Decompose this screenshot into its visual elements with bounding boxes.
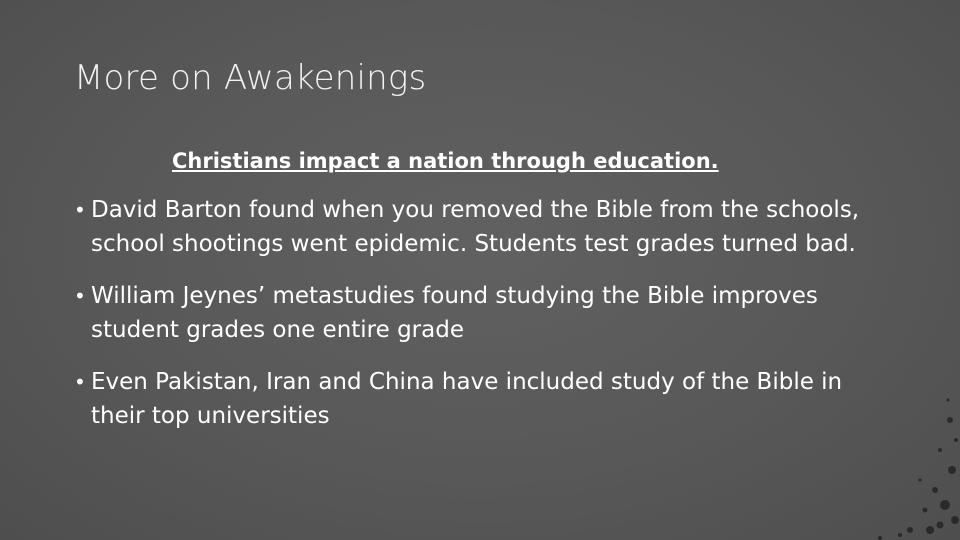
bullet-marker: •	[74, 198, 86, 222]
bullet-marker: •	[74, 370, 86, 394]
bullet-list	[74, 193, 864, 451]
bullet-marker: •	[74, 284, 86, 308]
slide-subtitle: Christians impact a nation through education.	[172, 149, 719, 173]
bullet-text: Even Pakistan, Iran and China have included study of the Bible in their top universities	[91, 369, 843, 429]
bullet-text: David Barton found when you removed the Bible from the schools, school shootings went epidemic. Students test grades turned bad.	[91, 197, 860, 257]
bullet-text: William Jeynes’ metastudies found studying the Bible improves student grades one entire grade	[91, 283, 818, 343]
bullet-item	[74, 193, 864, 261]
bullet-item	[74, 279, 864, 347]
slide-title: More on Awakenings	[74, 58, 427, 98]
bullet-item	[74, 365, 864, 433]
